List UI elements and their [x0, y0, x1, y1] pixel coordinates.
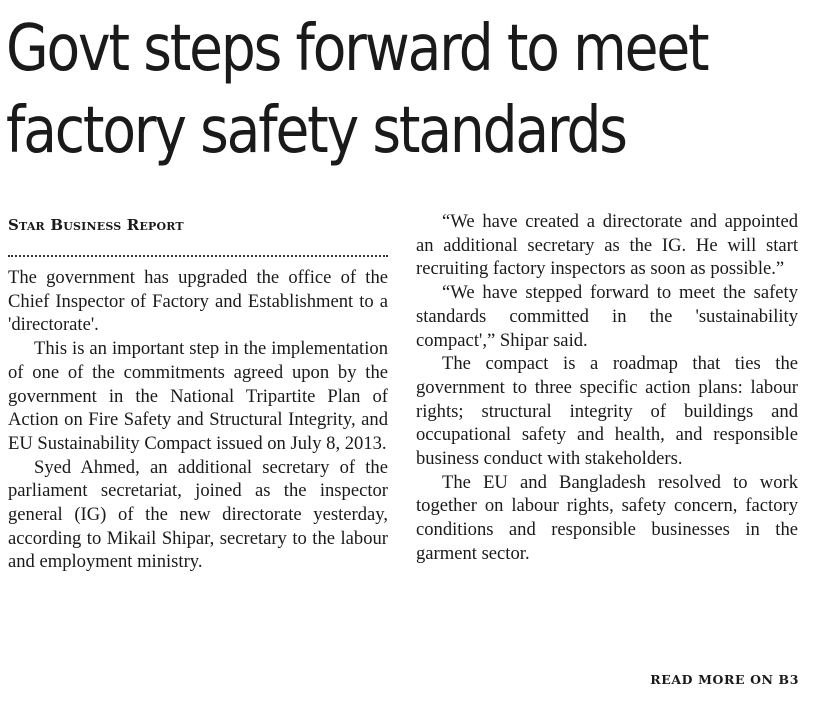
paragraph-3: Syed Ahmed, an additional secretary of the parliament secretariat, joined as the inspector general (IG) of the new directorate yesterday, according to Mikail Shipar, secretary to the labour and employment ministry.	[8, 456, 388, 573]
read-more-link[interactable]: READ MORE ON B3	[650, 672, 799, 687]
headline-line-2: factory safety standards	[6, 94, 626, 168]
headline	[6, 8, 708, 172]
byline-divider	[8, 255, 388, 257]
paragraph-1: The government has upgraded the office of the Chief Inspector of Factory and Establishment to a 'directorate'.	[8, 267, 388, 336]
paragraph-4: “We have created a directorate and appointed an additional secretary as the IG. He will start recruiting factory inspectors as soon as possible.”	[416, 211, 798, 280]
headline-line-1: Govt steps forward to meet	[6, 12, 708, 86]
byline: Star Business Report	[8, 216, 184, 234]
article-column-right	[416, 210, 798, 566]
paragraph-7: The EU and Bangladesh resolved to work together on labour rights, safety concern, factory conditions and responsible businesses in the garment sector.	[416, 471, 798, 564]
paragraph-5: “We have stepped forward to meet the safety standards committed in the 'sustainability compact',” Shipar said.	[416, 282, 798, 351]
paragraph-6: The compact is a roadmap that ties the government to three specific action plans: labour rights; structural integrity of buildings and occupational safety and health, and responsible business conduct with stakeholders.	[416, 353, 798, 470]
article-column-left	[8, 266, 388, 574]
paragraph-2: This is an important step in the implementation of one of the commitments agreed upon by the government in the National Tripartite Plan of Action on Fire Safety and Structural Integrity, and EU Sustainability Compact issued on July 8, 2013.	[8, 338, 388, 454]
